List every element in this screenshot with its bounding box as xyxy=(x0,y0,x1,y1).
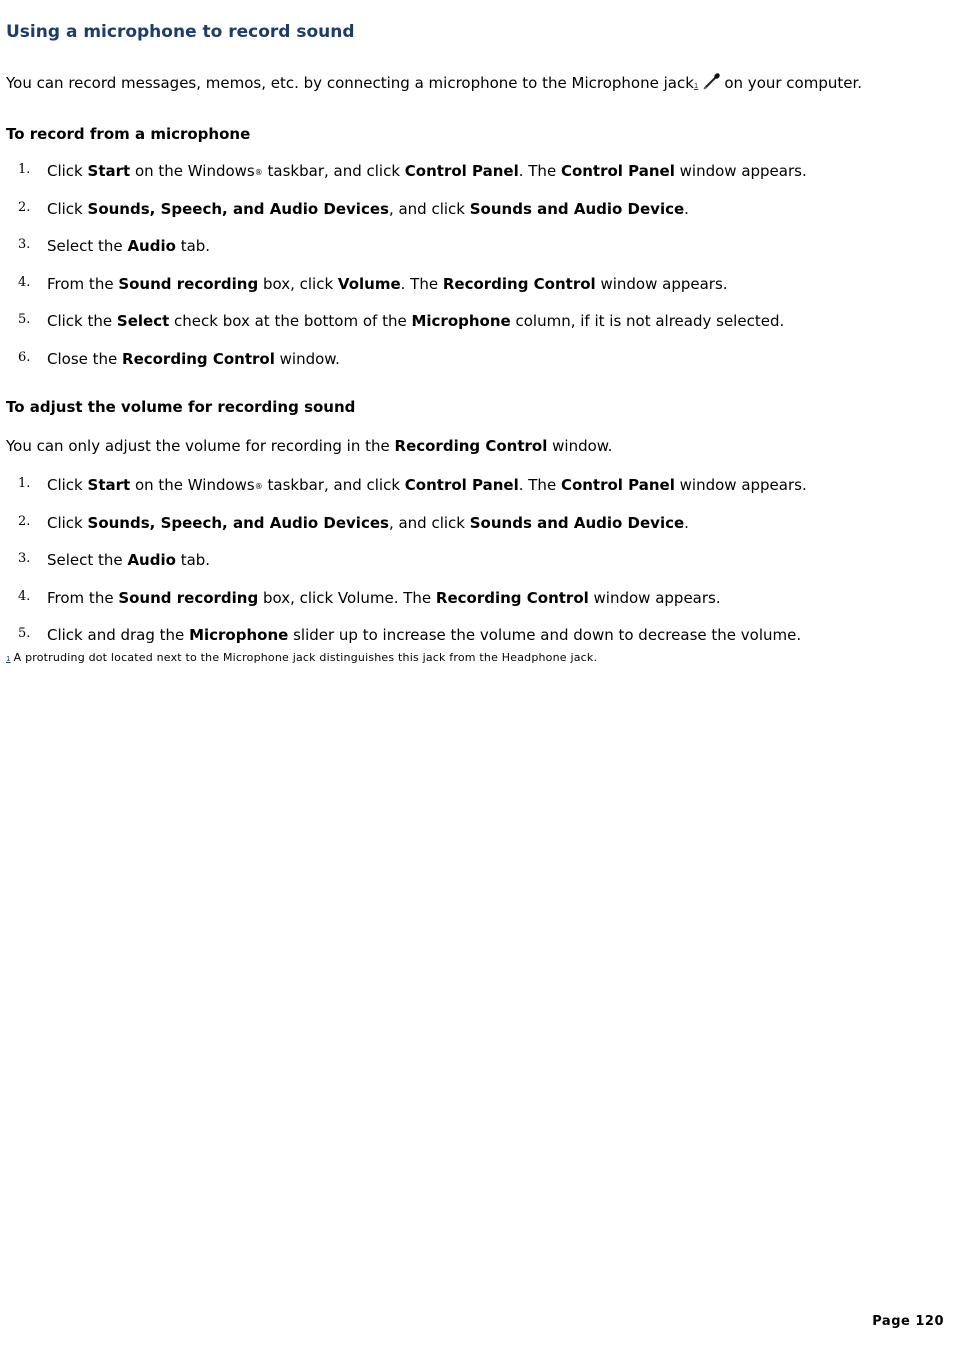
step-text xyxy=(47,162,807,180)
adjust-step-3-part-2: tab. xyxy=(175,551,211,569)
adjust-step-1-part-7: Control Panel xyxy=(560,476,675,494)
record-step-1-part-3: ® xyxy=(254,168,263,177)
step-number: 4. xyxy=(18,274,31,290)
record-step-5-part-0: Click the xyxy=(47,312,117,330)
adjust-paragraph-part-2: window. xyxy=(547,437,613,455)
record-step-2-part-3: Sounds and Audio Device xyxy=(469,199,685,218)
adjust-paragraph-part-0: You can only adjust the volume for recording in the xyxy=(6,437,395,455)
adjust-step-4-part-2: box, click Volume. The xyxy=(258,588,436,607)
footnote-text: A protruding dot located next to the Microphone jack distinguishes this jack from the Headphone jack. xyxy=(13,651,598,664)
step-number: 1. xyxy=(18,476,31,491)
adjust-step-1-part-6: . The xyxy=(518,476,561,494)
record-step-2-part-2: , and click xyxy=(388,199,470,218)
record-step-5-part-4: column, if it is not already selected. xyxy=(510,312,785,330)
record-step-1-part-8: window appears. xyxy=(674,162,807,180)
step-number: 3. xyxy=(18,551,31,566)
adjust-step-5-part-1: Microphone xyxy=(189,626,289,644)
record-step-4-part-3: Volume xyxy=(337,274,401,293)
record-step-6-part-1: Recording Control xyxy=(122,349,275,368)
step-number: 3. xyxy=(18,237,31,252)
record-step-5-part-1: Select xyxy=(116,312,170,330)
record-step-5-part-3: Microphone xyxy=(411,312,511,330)
record-step-1-part-1: Start xyxy=(87,162,131,180)
step-number: 6. xyxy=(18,349,31,365)
adjust-step-2-part-1: Sounds, Speech, and Audio Devices xyxy=(87,513,389,532)
record-step-2-part-4: . xyxy=(684,199,689,218)
adjust-step-1-part-5: Control Panel xyxy=(404,476,519,494)
adjust-step-3-part-0: Select the xyxy=(47,551,128,569)
step-number: 1. xyxy=(18,162,31,177)
step-number: 2. xyxy=(18,513,31,529)
page-number: Page 120 xyxy=(872,1314,944,1329)
step-text xyxy=(47,237,210,255)
step-text xyxy=(47,275,728,293)
record-step-3-part-2: tab. xyxy=(175,237,211,255)
record-step-4-part-5: Recording Control xyxy=(442,274,596,293)
page-title: Using a microphone to record sound xyxy=(6,22,355,42)
step-text xyxy=(47,200,689,218)
adjust-volume-steps-list xyxy=(6,476,936,672)
record-step-4-part-4: . The xyxy=(400,274,443,293)
record-step-5-part-2: check box at the bottom of the xyxy=(169,312,412,330)
adjust-step-2-part-0: Click xyxy=(47,513,88,532)
adjust-step-1-part-8: window appears. xyxy=(674,476,807,494)
adjust-step-4-part-4: window appears. xyxy=(588,588,721,607)
record-step-4-part-2: box, click xyxy=(258,274,338,293)
adjust-step-2-part-4: . xyxy=(684,513,689,532)
adjust-volume-paragraph xyxy=(6,437,612,455)
adjust-step-1-part-3: ® xyxy=(254,482,263,491)
adjust-step-2-part-2: , and click xyxy=(388,513,470,532)
step-text xyxy=(47,626,801,644)
footnote xyxy=(6,651,597,664)
record-step-6-part-0: Close the xyxy=(47,349,123,368)
adjust-step-5-part-0: Click and drag the xyxy=(47,626,190,644)
record-step-2-part-0: Click xyxy=(47,199,88,218)
adjust-step-4-part-3: Recording Control xyxy=(435,588,589,607)
record-step-3-part-1: Audio xyxy=(127,237,176,255)
adjust-step-1-part-0: Click xyxy=(47,476,88,494)
record-step-4-part-0: From the xyxy=(47,274,119,293)
record-step-1-part-4: taskbar, and click xyxy=(262,162,405,180)
record-step-1-part-6: . The xyxy=(518,162,561,180)
footnote-reference-link[interactable]: 1 xyxy=(693,82,699,90)
step-text xyxy=(47,589,721,607)
step-text xyxy=(47,350,340,368)
intro-paragraph xyxy=(6,72,862,92)
intro-text-before: You can record messages, memos, etc. by connecting a microphone to the Microphone jack xyxy=(6,74,694,92)
record-step-1-part-7: Control Panel xyxy=(560,162,675,180)
step-text xyxy=(47,476,807,494)
section-heading-record: To record from a microphone xyxy=(6,125,251,143)
adjust-step-1-part-2: on the Windows xyxy=(130,476,255,494)
adjust-paragraph-part-1: Recording Control xyxy=(394,437,548,455)
step-text xyxy=(47,514,689,532)
record-step-1-part-2: on the Windows xyxy=(130,162,255,180)
adjust-step-1-part-4: taskbar, and click xyxy=(262,476,405,494)
record-step-1-part-0: Click xyxy=(47,162,88,180)
record-step-6-part-2: window. xyxy=(274,349,340,368)
step-text xyxy=(47,312,784,330)
record-step-2-part-1: Sounds, Speech, and Audio Devices xyxy=(87,199,389,218)
record-step-6 xyxy=(6,349,936,396)
adjust-step-2-part-3: Sounds and Audio Device xyxy=(469,513,685,532)
adjust-step-5-part-2: slider up to increase the volume and down to decrease the volume. xyxy=(288,626,802,644)
microphone-icon xyxy=(702,72,722,90)
record-step-4-part-1: Sound recording xyxy=(118,274,259,293)
step-number: 4. xyxy=(18,588,31,604)
section-heading-adjust-volume: To adjust the volume for recording sound xyxy=(6,398,356,416)
step-number: 5. xyxy=(18,626,31,641)
record-step-4-part-6: window appears. xyxy=(595,274,728,293)
record-step-3-part-0: Select the xyxy=(47,237,128,255)
adjust-step-4-part-1: Sound recording xyxy=(118,588,259,607)
step-number: 5. xyxy=(18,312,31,327)
adjust-step-3-part-1: Audio xyxy=(127,551,176,569)
adjust-step-4-part-0: From the xyxy=(47,588,119,607)
record-step-1-part-5: Control Panel xyxy=(404,162,519,180)
record-steps-list xyxy=(6,162,936,395)
step-text xyxy=(47,551,210,569)
footnote-mark-link[interactable]: 1 xyxy=(6,655,11,663)
adjust-step-1-part-1: Start xyxy=(87,476,131,494)
intro-text-after: on your computer. xyxy=(724,74,863,92)
step-number: 2. xyxy=(18,199,31,215)
